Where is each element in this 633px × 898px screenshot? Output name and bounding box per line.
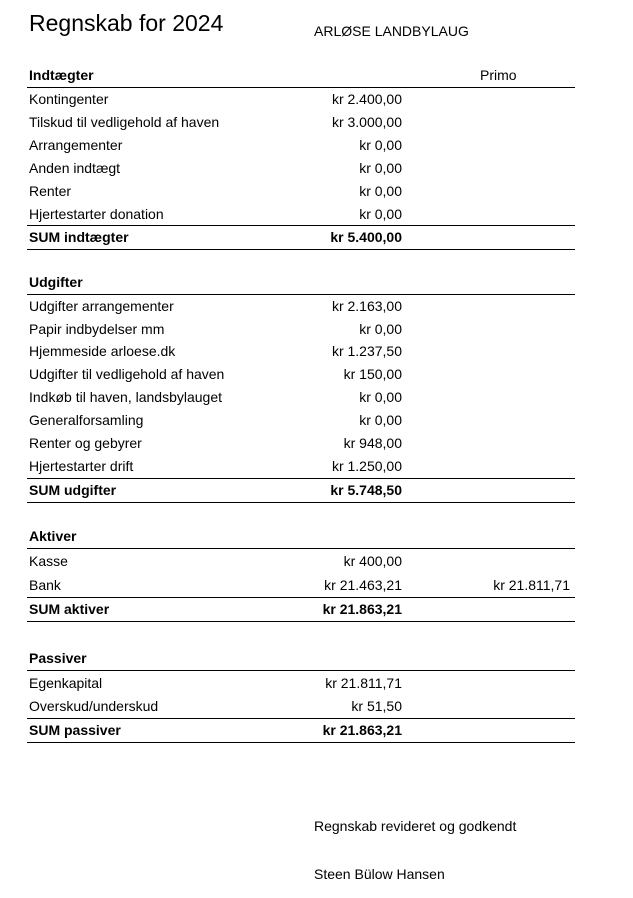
expense-row (27, 340, 575, 363)
row-label: Tilskud til vedligehold af haven (29, 114, 220, 130)
row-label: Kontingenter (29, 91, 109, 107)
expense-row (27, 455, 575, 478)
row-label: Kasse (29, 553, 68, 569)
row-label: Egenkapital (29, 675, 103, 691)
row-value: kr 400,00 (343, 553, 402, 569)
assets-heading: Aktiver (29, 528, 77, 544)
row-value: kr 21.811,71 (325, 675, 402, 691)
row-value: kr 2.163,00 (331, 298, 402, 314)
sum-label: SUM aktiver (29, 601, 110, 617)
income-sum-row (27, 225, 575, 250)
organization-name: ARLØSE LANDBYLAUG (314, 23, 469, 39)
row-value: kr 2.400,00 (331, 91, 402, 107)
row-label: Arrangementer (29, 137, 123, 153)
primo-column-header: Primo (480, 67, 517, 83)
expense-row (27, 409, 575, 432)
row-value: kr 0,00 (359, 137, 402, 153)
liabilities-sum-row (27, 718, 575, 743)
income-row (27, 180, 575, 203)
assets-sum-row (27, 597, 575, 622)
row-label: Udgifter til vedligehold af haven (29, 366, 225, 382)
expense-row (27, 432, 575, 455)
row-value: kr 1.250,00 (331, 458, 402, 474)
expenses-section-header (27, 271, 575, 295)
row-primo-value: kr 21.811,71 (493, 577, 570, 593)
row-label: Overskud/underskud (29, 698, 159, 714)
row-value: kr 150,00 (343, 366, 402, 382)
page-title: Regnskab for 2024 (29, 10, 224, 36)
row-label: Papir indbydelser mm (29, 321, 165, 337)
expenses-sum-row (27, 478, 575, 503)
income-row (27, 157, 575, 180)
income-heading: Indtægter (29, 67, 94, 83)
row-label: Generalforsamling (29, 412, 144, 428)
approval-note: Regnskab revideret og godkendt (314, 818, 517, 834)
row-value: kr 0,00 (359, 321, 402, 337)
sum-label: SUM passiver (29, 722, 121, 738)
row-value: kr 3.000,00 (331, 114, 402, 130)
sum-value: kr 5.400,00 (330, 229, 402, 245)
row-value: kr 21.463,21 (324, 577, 402, 593)
row-label: Udgifter arrangementer (29, 298, 174, 314)
row-label: Indkøb til haven, landsbylauget (29, 389, 223, 405)
row-label: Hjertestarter drift (29, 458, 134, 474)
row-label: Anden indtægt (29, 160, 121, 176)
row-value: kr 0,00 (359, 160, 402, 176)
sum-value: kr 5.748,50 (330, 482, 402, 498)
sum-label: SUM udgifter (29, 482, 117, 498)
row-label: Bank (29, 577, 61, 593)
income-row (27, 111, 575, 134)
expense-row (27, 363, 575, 386)
expense-row (27, 386, 575, 409)
row-label: Hjertestarter donation (29, 206, 164, 222)
row-value: kr 0,00 (359, 183, 402, 199)
income-section-header (27, 64, 575, 88)
sum-label: SUM indtægter (29, 229, 129, 245)
income-row (27, 88, 575, 111)
asset-row (27, 550, 575, 573)
row-label: Renter (29, 183, 72, 199)
row-value: kr 0,00 (359, 389, 402, 405)
expense-row (27, 318, 575, 341)
asset-row (27, 574, 575, 597)
row-label: Renter og gebyrer (29, 435, 142, 451)
liability-row (27, 695, 575, 718)
assets-section-header (27, 525, 575, 549)
row-value: kr 0,00 (359, 412, 402, 428)
row-value: kr 51,50 (351, 698, 402, 714)
liability-row (27, 672, 575, 695)
expense-row (27, 295, 575, 318)
row-value: kr 948,00 (343, 435, 402, 451)
liabilities-section-header (27, 647, 575, 671)
sum-value: kr 21.863,21 (322, 722, 402, 738)
expenses-heading: Udgifter (29, 274, 83, 290)
row-label: Hjemmeside arloese.dk (29, 343, 176, 359)
income-row (27, 203, 575, 226)
income-row (27, 134, 575, 157)
liabilities-heading: Passiver (29, 650, 87, 666)
row-value: kr 1.237,50 (331, 343, 402, 359)
row-value: kr 0,00 (359, 206, 402, 222)
signatory-name: Steen Bülow Hansen (314, 866, 445, 882)
sum-value: kr 21.863,21 (322, 601, 402, 617)
